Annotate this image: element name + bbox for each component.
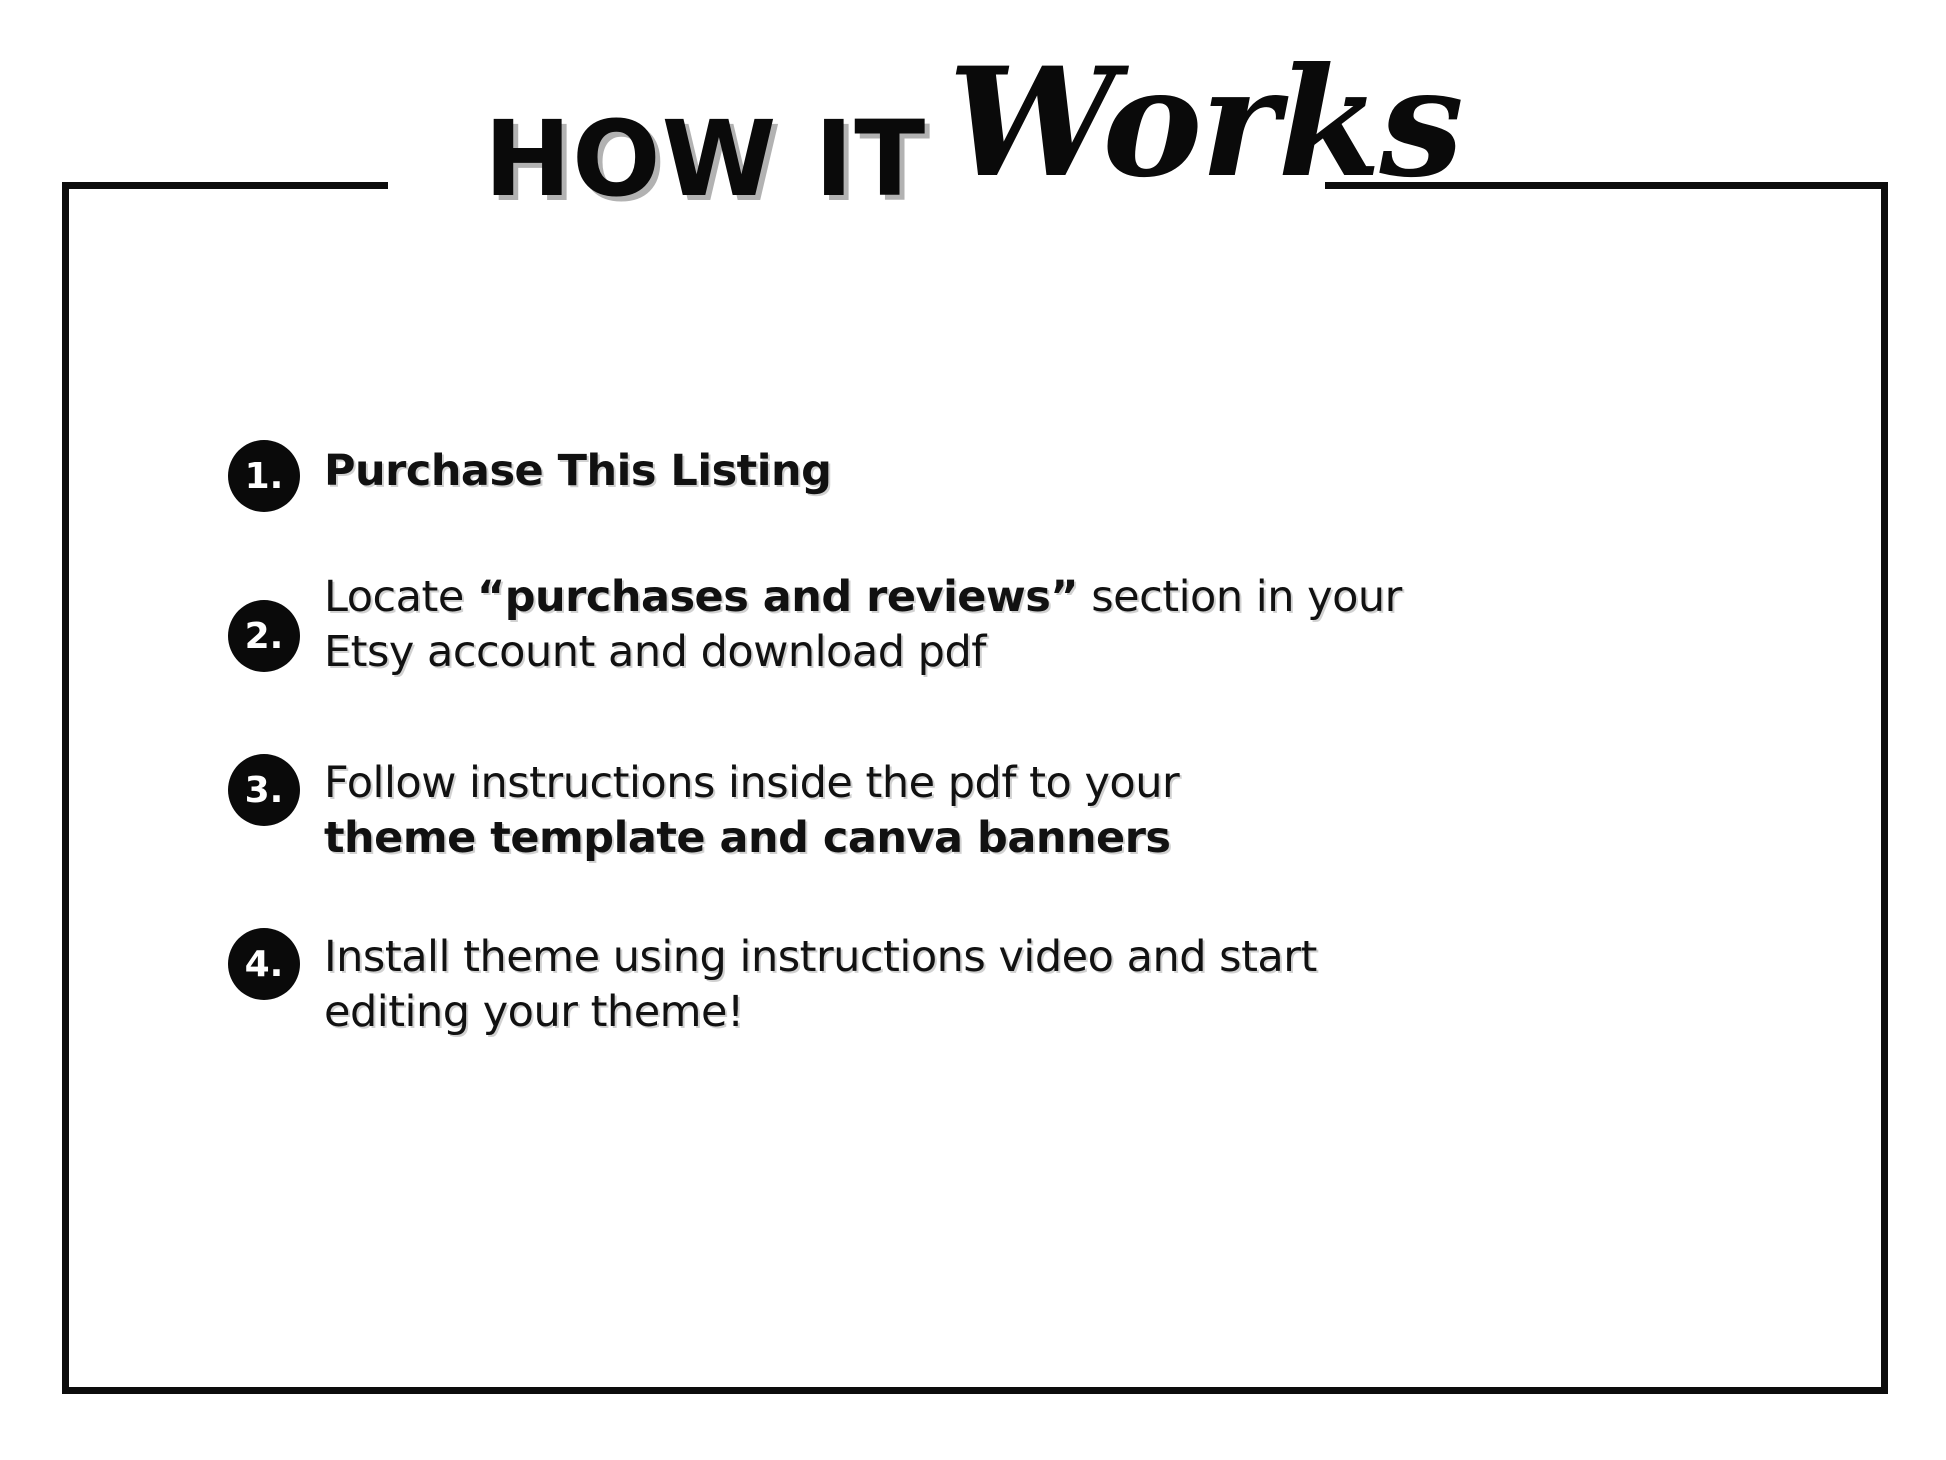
step-text-fragment: editing your theme! — [324, 987, 744, 1038]
page-title — [0, 35, 1946, 220]
step-text-line — [324, 756, 1179, 811]
step-text — [324, 566, 1402, 680]
step-text-fragment: Follow instructions inside the pdf to your — [324, 758, 1180, 809]
step-text-fragment: Etsy account and download pdf — [324, 627, 986, 678]
step-text-line — [324, 930, 1317, 985]
step-text-fragment: Locate — [324, 572, 477, 622]
step-text-line — [324, 625, 1402, 680]
step-number-badge: 3. — [228, 754, 300, 826]
steps-list — [228, 440, 1678, 1094]
frame-left-edge — [62, 182, 69, 1394]
step-number-badge: 2. — [228, 600, 300, 672]
step-text-fragment: Install theme using instructions video and start — [324, 932, 1317, 983]
step-text-emphasis: “purchases and reviews” — [476, 572, 1079, 622]
title-bold-part: HOW IT — [484, 98, 927, 220]
step-number-badge: 4. — [228, 928, 300, 1000]
step-number-badge: 1. — [228, 440, 300, 512]
step-text-line — [324, 570, 1402, 625]
step-text-emphasis: theme template and canva banners — [324, 813, 1171, 864]
step-item — [228, 440, 1678, 512]
step-text — [324, 926, 1317, 1040]
step-text-line — [324, 985, 1317, 1040]
step-text-line — [324, 811, 1179, 866]
step-item — [228, 926, 1678, 1040]
step-text-line — [324, 444, 831, 499]
step-item — [228, 566, 1678, 680]
step-text-emphasis: Purchase This Listing — [324, 446, 832, 496]
step-text — [324, 752, 1179, 866]
frame-bottom-edge — [62, 1387, 1888, 1394]
title-script-part: Works — [948, 35, 1462, 211]
frame-right-edge — [1881, 182, 1888, 1394]
step-text-fragment: section in your — [1078, 572, 1402, 622]
step-text — [324, 440, 831, 499]
step-item — [228, 752, 1678, 866]
